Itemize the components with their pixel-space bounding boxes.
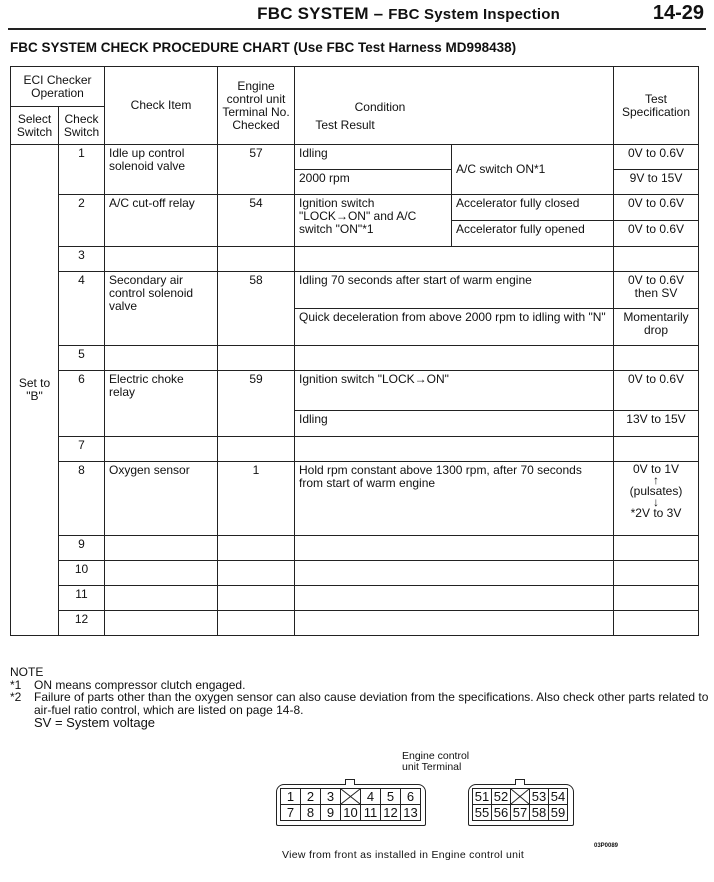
header-eci-checker: ECI Checker Operation bbox=[11, 67, 105, 107]
check-switch: 10 bbox=[59, 561, 105, 586]
test-spec: 0V to 0.6V bbox=[614, 371, 699, 411]
note-text: ON means compressor clutch engaged. bbox=[34, 677, 246, 692]
diagram-label-line: Engine control bbox=[402, 750, 470, 762]
test-spec bbox=[614, 561, 699, 586]
notes bbox=[10, 666, 710, 730]
check-switch: 9 bbox=[59, 536, 105, 561]
connector-pin: 2 bbox=[300, 788, 321, 805]
table-row bbox=[11, 247, 699, 272]
condition bbox=[295, 437, 614, 462]
condition bbox=[295, 586, 614, 611]
connector-pin: 56 bbox=[491, 804, 511, 821]
note-mark: *1 bbox=[10, 677, 22, 692]
connector-latch-icon bbox=[515, 779, 525, 785]
spec-line: (pulsates) bbox=[629, 484, 683, 498]
connector-pin: 52 bbox=[491, 788, 511, 805]
diagram-label bbox=[402, 751, 469, 773]
check-switch: 8 bbox=[59, 462, 105, 536]
condition bbox=[295, 247, 614, 272]
table-row bbox=[11, 561, 699, 586]
test-spec: 13V to 15V bbox=[614, 411, 699, 437]
table-row bbox=[11, 437, 699, 462]
test-spec: 9V to 15V bbox=[614, 170, 699, 195]
table-row bbox=[11, 462, 699, 536]
table-row bbox=[11, 145, 699, 170]
check-item: Oxygen sensor bbox=[105, 462, 218, 536]
condition: Hold rpm constant above 1300 rpm, after 70 seconds from start of warm engine bbox=[295, 462, 614, 536]
condition bbox=[295, 346, 614, 371]
check-item: Idle up control solenoid valve bbox=[105, 145, 218, 195]
condition: Idling 70 seconds after start of warm engine bbox=[295, 272, 614, 309]
check-switch: 12 bbox=[59, 611, 105, 636]
connector-pin: 8 bbox=[300, 804, 321, 821]
header-condition-label: Condition bbox=[354, 100, 406, 114]
condition: Quick deceleration from above 2000 rpm to idling with "N" bbox=[295, 309, 614, 346]
connector-pin: 6 bbox=[400, 788, 421, 805]
blank-pin-icon bbox=[340, 788, 361, 805]
terminal-no: 54 bbox=[218, 195, 295, 247]
terminal-no bbox=[218, 346, 295, 371]
check-item bbox=[105, 611, 218, 636]
note-mark: *2 bbox=[10, 690, 22, 704]
table-row bbox=[11, 346, 699, 371]
select-switch-value: Set to "B" bbox=[11, 145, 59, 636]
check-switch: 11 bbox=[59, 586, 105, 611]
spec-line: 0V to 1V bbox=[632, 462, 680, 476]
condition-ac-switch bbox=[452, 145, 614, 195]
condition bbox=[295, 561, 614, 586]
section-title: FBC SYSTEM bbox=[257, 4, 369, 23]
test-spec bbox=[614, 586, 699, 611]
test-spec bbox=[614, 247, 699, 272]
connector-left bbox=[276, 784, 426, 826]
check-item: Secondary air control solenoid valve bbox=[105, 272, 218, 346]
check-switch: 1 bbox=[59, 145, 105, 195]
condition: Accelerator fully opened bbox=[452, 221, 614, 247]
connector-pin: 10 bbox=[340, 804, 361, 821]
check-procedure-table bbox=[10, 66, 699, 636]
subsection-title: FBC System Inspection bbox=[388, 6, 560, 23]
note-item bbox=[10, 691, 710, 716]
table-row bbox=[11, 536, 699, 561]
test-spec: 0V to 0.6V bbox=[614, 195, 699, 221]
check-switch: 5 bbox=[59, 346, 105, 371]
connector-pin: 3 bbox=[320, 788, 341, 805]
table-row bbox=[11, 272, 699, 309]
connector-right bbox=[468, 784, 574, 826]
blank-pin-icon bbox=[510, 788, 530, 805]
test-spec: 0V to 0.6V bbox=[614, 145, 699, 170]
header-test-spec: Test Specification bbox=[614, 67, 699, 145]
test-spec bbox=[614, 611, 699, 636]
connector-pin: 54 bbox=[548, 788, 568, 805]
condition: 2000 rpm bbox=[295, 170, 452, 195]
test-spec: 0V to 0.6V then SV bbox=[614, 272, 699, 309]
sv-definition: SV = System voltage bbox=[34, 715, 156, 730]
figure-code: 03P0089 bbox=[594, 843, 619, 849]
test-spec bbox=[614, 346, 699, 371]
connector-pin: 59 bbox=[548, 804, 568, 821]
header-check-item: Check Item bbox=[105, 67, 218, 145]
connector-right-pins bbox=[473, 789, 568, 821]
check-switch: 2 bbox=[59, 195, 105, 247]
check-item: A/C cut-off relay bbox=[105, 195, 218, 247]
connector-pin: 53 bbox=[529, 788, 549, 805]
header-title bbox=[0, 4, 560, 24]
connector-pin: 57 bbox=[510, 804, 530, 821]
check-item bbox=[105, 437, 218, 462]
connector-pin: 11 bbox=[360, 804, 381, 821]
chart-title: FBC SYSTEM CHECK PROCEDURE CHART (Use FBC Test Harness MD998438) bbox=[10, 40, 517, 55]
page-number: 14-29 bbox=[652, 2, 704, 24]
condition: Idling bbox=[295, 145, 452, 170]
table-row bbox=[11, 195, 699, 221]
condition: Accelerator fully closed bbox=[452, 195, 614, 221]
connector-pin: 1 bbox=[280, 788, 301, 805]
connector-latch-icon bbox=[345, 779, 355, 785]
diagram-label-line: unit Terminal bbox=[402, 761, 462, 773]
diagram-caption: View from front as installed in Engine control unit bbox=[282, 849, 525, 861]
test-spec: 0V to 0.6V bbox=[614, 221, 699, 247]
terminal-no: 1 bbox=[218, 462, 295, 536]
header-separator: – bbox=[373, 4, 384, 23]
connector-pin: 13 bbox=[400, 804, 421, 821]
terminal-no bbox=[218, 586, 295, 611]
header-terminal: Engine control unit Terminal No. Checked bbox=[218, 67, 295, 145]
connector-left-pins bbox=[281, 789, 421, 821]
spec-line: *2V to 3V bbox=[630, 506, 682, 520]
header-test-result: Test Result bbox=[315, 118, 375, 132]
condition-text: A/C switch ON*1 bbox=[456, 162, 546, 176]
check-item bbox=[105, 586, 218, 611]
check-switch: 7 bbox=[59, 437, 105, 462]
notes-heading: NOTE bbox=[10, 665, 44, 679]
terminal-no bbox=[218, 437, 295, 462]
header-check-switch: Check Switch bbox=[59, 107, 105, 145]
condition: Ignition switch "LOCK→ON" and A/C switch "ON"*1 bbox=[295, 195, 452, 247]
test-spec-oxygen bbox=[614, 462, 699, 536]
connector-pin: 5 bbox=[380, 788, 401, 805]
arrow-down-icon: ↓ bbox=[653, 495, 659, 509]
check-switch: 4 bbox=[59, 272, 105, 346]
test-spec bbox=[614, 536, 699, 561]
connector-pin: 55 bbox=[472, 804, 492, 821]
terminal-no: 57 bbox=[218, 145, 295, 195]
test-spec: Momentarily drop bbox=[614, 309, 699, 346]
condition: Idling bbox=[295, 411, 614, 437]
terminal-no bbox=[218, 536, 295, 561]
connector-pin: 7 bbox=[280, 804, 301, 821]
check-item bbox=[105, 561, 218, 586]
connector-pin: 9 bbox=[320, 804, 341, 821]
condition: Ignition switch "LOCK→ON" bbox=[295, 371, 614, 411]
connector-pin: 51 bbox=[472, 788, 492, 805]
terminal-no bbox=[218, 247, 295, 272]
connector-pin: 58 bbox=[529, 804, 549, 821]
header-select-switch: Select Switch bbox=[11, 107, 59, 145]
header-rule bbox=[8, 28, 706, 30]
check-item bbox=[105, 536, 218, 561]
table-row bbox=[11, 611, 699, 636]
check-item bbox=[105, 247, 218, 272]
connector-pin: 4 bbox=[360, 788, 381, 805]
condition bbox=[295, 611, 614, 636]
check-switch: 6 bbox=[59, 371, 105, 437]
note-text: Failure of parts other than the oxygen sensor can also cause deviation from the specifications. Also check other parts related to air-fuel ratio control, which are listed on page 14-8. bbox=[34, 690, 709, 717]
check-switch: 3 bbox=[59, 247, 105, 272]
check-item: Electric choke relay bbox=[105, 371, 218, 437]
header-condition bbox=[295, 67, 614, 145]
table-row bbox=[11, 371, 699, 411]
arrow-up-icon: ↑ bbox=[653, 473, 659, 487]
terminal-no: 58 bbox=[218, 272, 295, 346]
condition bbox=[295, 536, 614, 561]
test-spec bbox=[614, 437, 699, 462]
connector-pin: 12 bbox=[380, 804, 401, 821]
terminal-no: 59 bbox=[218, 371, 295, 437]
check-item bbox=[105, 346, 218, 371]
terminal-no bbox=[218, 611, 295, 636]
terminal-no bbox=[218, 561, 295, 586]
table-row bbox=[11, 586, 699, 611]
